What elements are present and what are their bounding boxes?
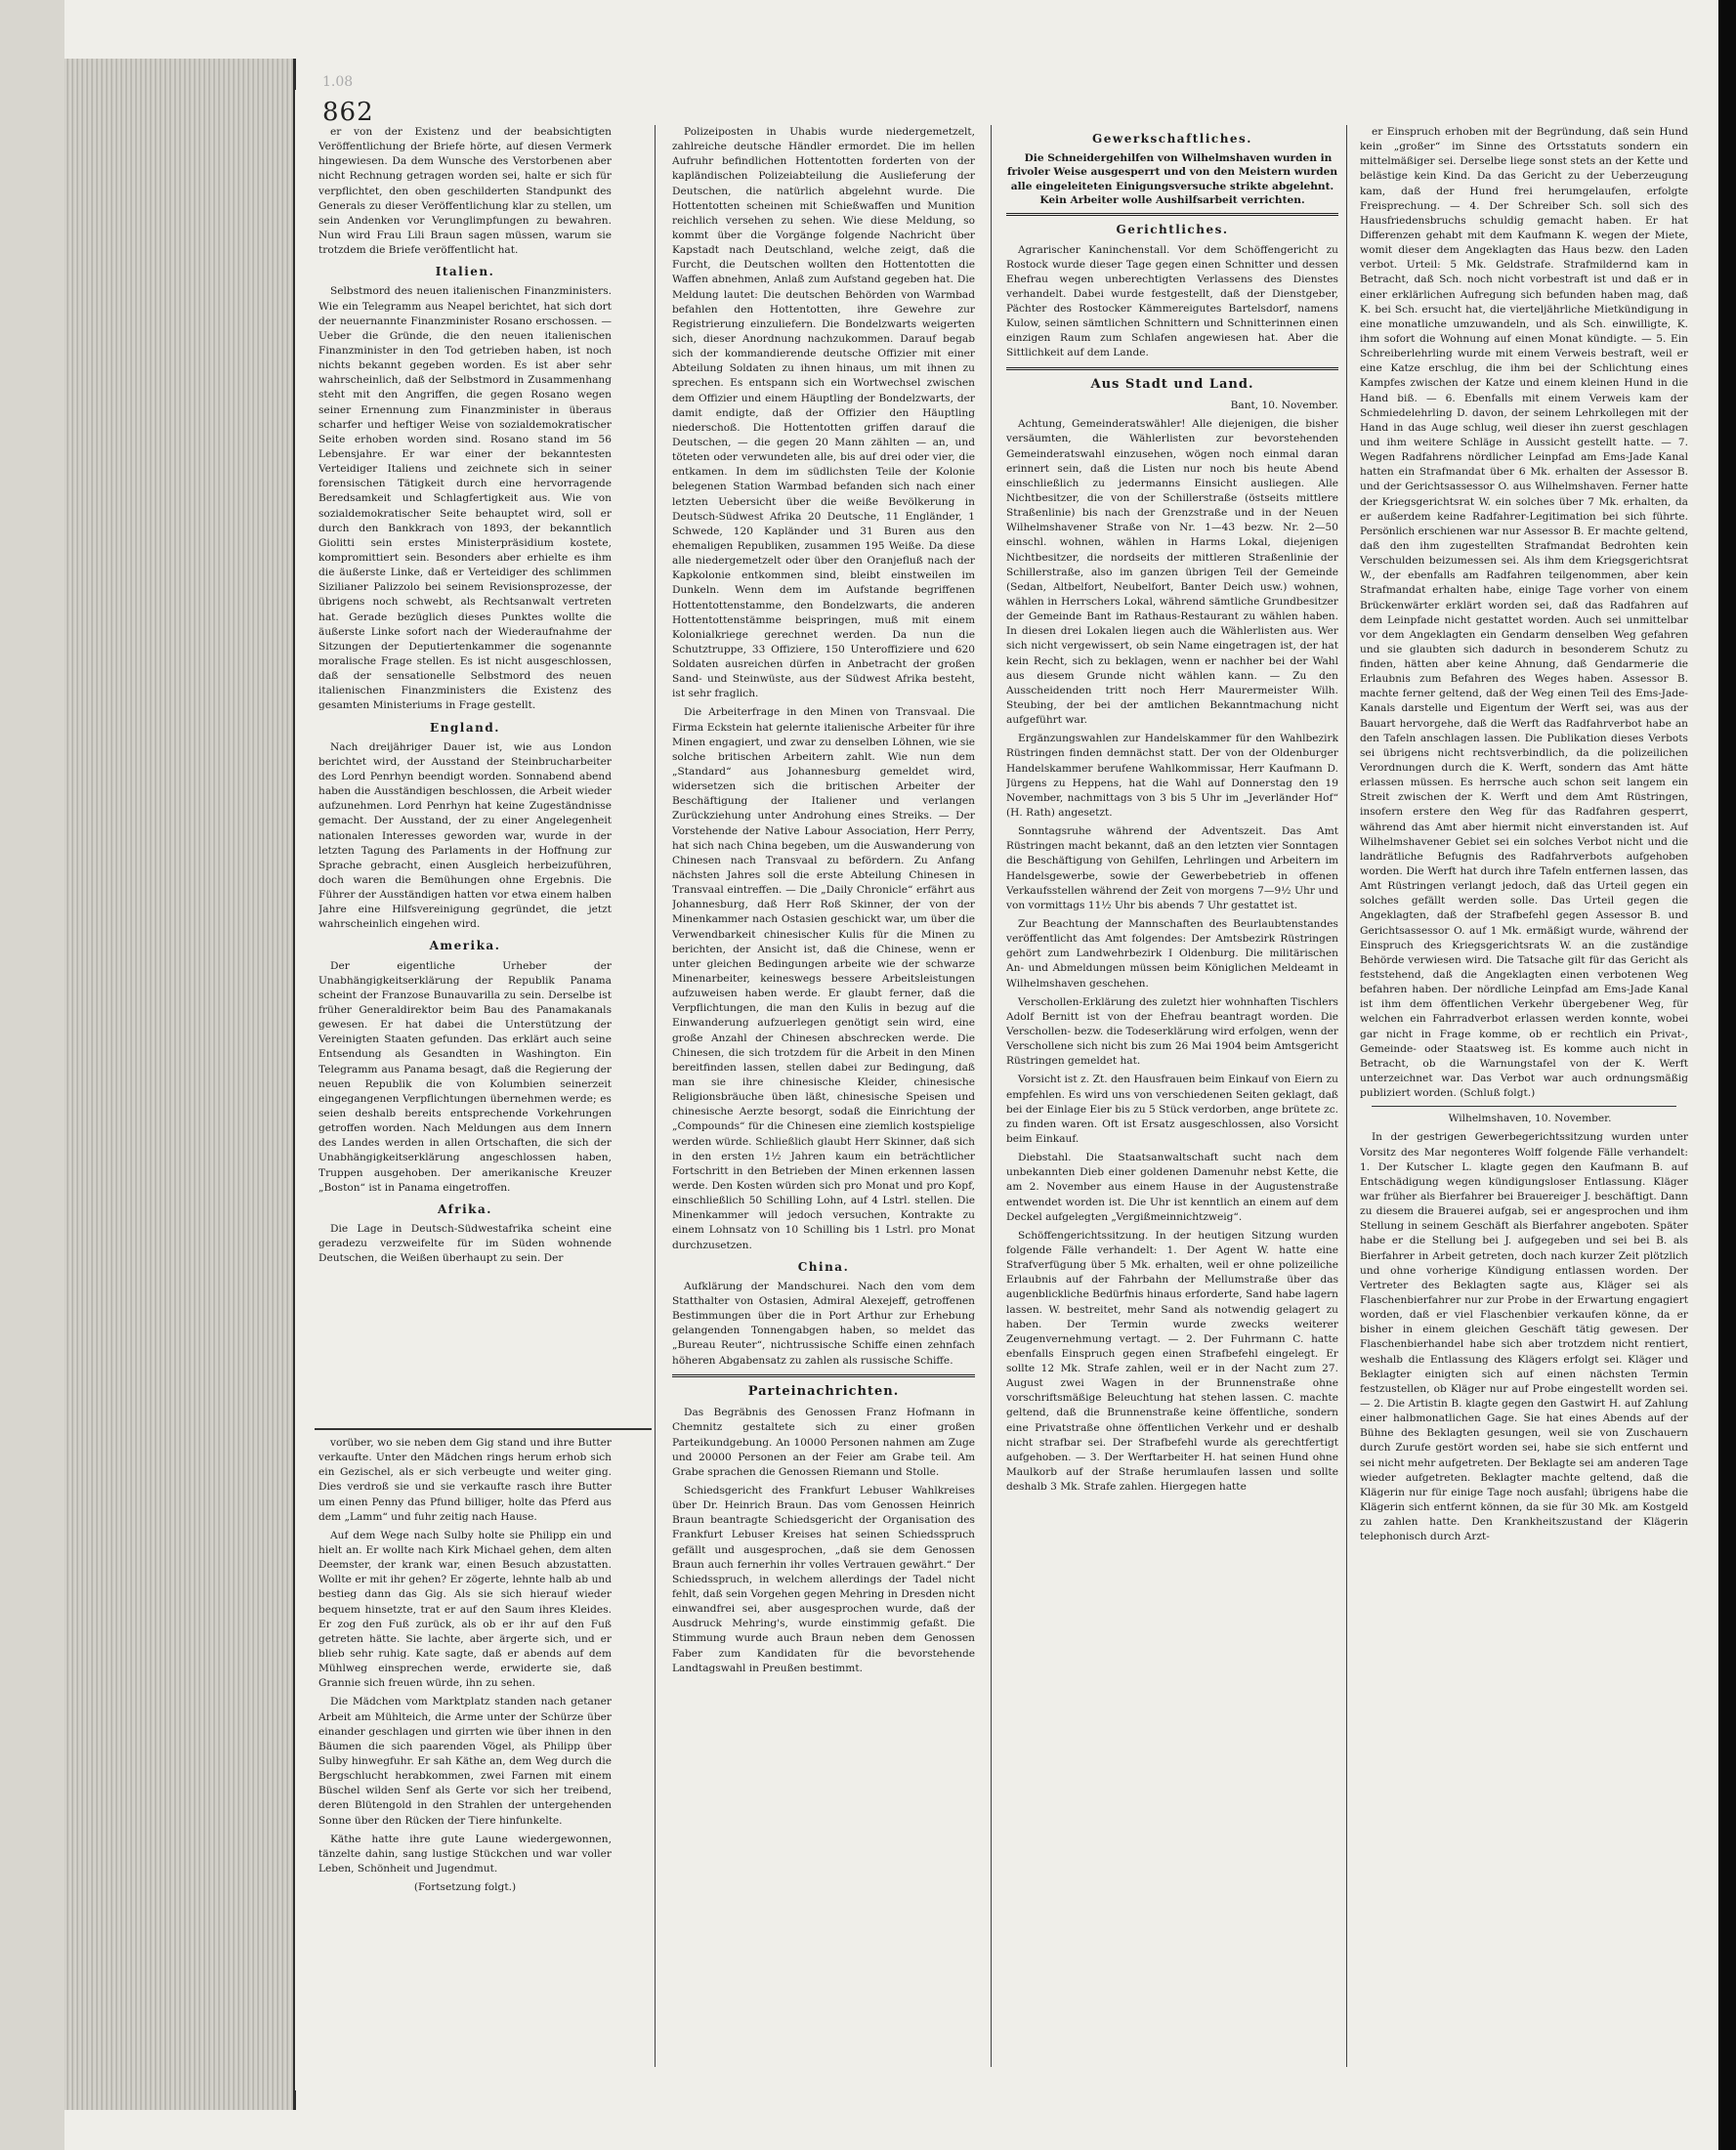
article-text: Schiedsgericht des Frankfurt Lebuser Wahlkreises über Dr. Heinrich Braun. Das vom Genossen Heinrich Braun beantragte Schiedsgericht der Organisation des Frankfurt Lebuser Kreises hat seinen Schiedsspruch gefällt und ausgesprochen, „daß sie dem Genossen Braun auch fernerhin ihr volles Vertrauen gewährt.“ Der Schiedsspruch, in welchem allerdings der Tadel nicht fehlt, daß sein Vorgehen gegen Mehring in Dresden nicht einwandfrei sei, aber ausgesprochen wurde, daß der Ausdruck Mehring's, wurde einstimmig gefaßt. Die Stimmung wurde auch Braun neben dem Genossen Faber zum Kandidaten für die bevorstehende Landtagswahl in Preußen bestimmt.: [672, 1484, 975, 1674]
section-rule: [672, 1374, 975, 1377]
feuilleton-column: [318, 1436, 612, 2081]
section-heading-gewerkschaftliches: Gewerkschaftliches.: [1092, 132, 1252, 146]
section-heading-england: England.: [430, 720, 500, 735]
section-rule: [1006, 213, 1338, 216]
notice-text: Die Schneidergehilfen von Wilhelmshaven wurden in frivoler Weise ausgesperrt und von den Meistern wurden alle eingeleiteten Einigungsversuche strikte abgelehnt. Kein Arbeiter wolle Aushilfsarbeit verrichten.: [1006, 152, 1338, 207]
faint-page-mark: 1.08: [322, 74, 354, 90]
story-text: vorüber, wo sie neben dem Gig stand und ihre Butter verkaufte. Unter den Mädchen rings herum erhob sich ein Gezischel, als er sich verbeugte und weiter ging. Dies verdroß sie und sie verkaufte rasch ihre Butter um einen Penny das Pfund billiger, holte das Pferd aus dem „Lamm“ und fuhr zeitig nach Hause.: [318, 1437, 612, 1523]
column-3: [1006, 125, 1338, 2098]
column-rule: [991, 125, 992, 2067]
section-heading-amerika: Amerika.: [429, 939, 501, 953]
article-text: Die Arbeiterfrage in den Minen von Transvaal. Die Firma Eckstein hat gelernte italienische Arbeiter für ihre Minen engagiert, und zwar zu denselben Löhnen, wie sie solche britischen Arbeitern zahlt. Wie nun dem „Standard“ aus Johannesburg gemeldet wird, widersetzen sich die britischen Arbeiter der Beschäftigung der Italiener und verlangen Zurückziehung unter Androhung eines Streiks. — Der Vorstehende der Native Labour Association, Herr Perry, hat sich nach China begeben, um die Auswanderung von Chinesen nach Transvaal zu befördern. Zu Anfang nächsten Jahres soll die erste Abteilung Chinesen in Transvaal eintreffen. — Die „Daily Chronicle“ erfährt aus Johannesburg, daß Herr Roß Skinner, der von der Minenkammer nach Ostasien geschickt war, um über die Verwendbarkeit chinesischer Kulis für die Minen zu berichten, der Ansicht ist, daß die Chinese, wenn er unter gleichen Bedingungen arbeite wie der schwarze Minenarbeiter, keineswegs bessere Arbeitsleistungen aufzuweisen haben werde. Er glaubt ferner, daß die Verpflichtungen, die man den Kulis in bezug auf die Einwanderung aufzuerlegen genötigt sein wird, eine große Anzahl der Chinesen abschrecken werde. Die Chinesen, die sich trotzdem für die Arbeit in den Minen bereitfinden lassen, stellen dabei zur Bedingung, daß man sie ihre chinesische Kleider, chinesische Religionsbräuche üben läßt, chinesische Speisen und chinesische Aerzte besorgt, sodaß die Einrichtung der „Compounds“ für die Chinesen eine ziemlich kostspielige werden würde. Schließlich glaubt Herr Skinner, daß sich in den ersten 1½ Jahren kaum ein beträchtlicher Fortschritt in den Betrieben der Minen erkennen lassen werde. Den Kosten würden sich pro Monat und pro Kopf, einschließlich 50 Schilling Lohn, auf 4 Lstrl. stellen. Die Minenkammer will jedoch versuchen, Kontrakte zu einem Lohnsatz von 10 Schilling bis 1 Lstrl. pro Monat durchzusetzen.: [672, 706, 975, 1251]
article-text: Ergänzungswahlen zur Handelskammer für den Wahlbezirk Rüstringen finden demnächst statt. Der von der Oldenburger Handelskammer berufene Wahlkommissar, Herr Kaufmann D. Jürgens zu Heppens, hat die Wahl auf Donnerstag den 19 November, nachmittags von 3 bis 5 Uhr im „Jeverländer Hof“ (H. Rath) angesetzt.: [1006, 733, 1338, 819]
article-text: In der gestrigen Gewerbegerichtssitzung wurden unter Vorsitz des Mar negonteres Wolff folgende Fälle verhandelt: 1. Der Kutscher L. klagte gegen den Kaufmann B. auf Entschädigung wegen kündigungsloser Entlassung. Kläger war früher als Bierfahrer bei Brauereiger J. beschäftigt. Dann zu diesem die Brauerei aufgab, sei er angesprochen und ihm Stellung in seinem Geschäft als Bierfahrer angeboten. Später habe er die Stellung bei J. aufgegeben und sei bei B. als Bierfahrer in Arbeit getreten, doch nach kurzer Zeit plötzlich und ohne vorherige Kündigung entlassen worden. Der Vertreter des Beklagten sagte aus, Kläger sei als Flaschenbierfahrer nur zur Probe in der Erwartung engagiert worden, daß er viel Flaschenbier verkaufen könne, da er bisher in einem gleichen Geschäft tätig gewesen. Der Flaschenbierhandel habe sich aber trotzdem nicht rentiert, weshalb die Entlassung des Klägers erfolgt sei. Kläger und Beklagter einigten sich auf einen nächsten Termin festzustellen, ob Kläger nur auf Probe eingestellt worden sei. — 2. Die Artistin B. klagte gegen den Gastwirt H. auf Zahlung einer halbmonatlichen Gage. Sie hat eines Abends auf der Bühne des Beklagten gesungen, weil sie von Zuschauern durch Zurufe gestört worden sei, habe sie sich entfernt und sei nicht mehr aufgetreten. Der Beklagte sei am anderen Tage wieder aufgetreten. Beklagter machte geltend, daß die Klägerin nur für einige Tage noch ausfahl; übrigens habe die Klägerin sich entfernt können, da sie für 30 Mk. am Kostgeld zu zahlen hatte. Den Krankheitszustand der Klägerin telephonisch durch Arzt-: [1360, 1131, 1688, 1543]
column-4: [1360, 125, 1688, 2098]
continuation-note: (Fortsetzung folgt.): [413, 1881, 517, 1894]
article-text: er Einspruch erhoben mit der Begründung, daß sein Hund kein „großer“ im Sinne des Ortsstatuts sondern ein mittelmäßiger sei. Derselbe liege sonst stets an der Kette und belästige kein Kind. Da das Gericht zu der Ueberzeugung kam, daß der Hund frei herumgelaufen, erfolgte Freisprechung. — 4. Der Schreiber Sch. soll sich des Hausfriedensbruchs schuldig gemacht haben. Er hat Differenzen gehabt mit dem Kaufmann K. wegen der Miete, womit dieser dem Angeklagten das Haus bezw. den Laden verbot. Urteil: 5 Mk. Geldstrafe. Strafmildernd kam in Betracht, daß Sch. noch nicht vorbestraft ist und daß er in einer erklärlichen Aufregung sich befunden haben mag, daß K. bei Sch. ersucht hat, die vierteljährliche Mietkündigung in eine monatliche umzuwandeln, und als Sch. einwilligte, K. ihm sofort die Wohnung auf einen Monat kündigte. — 5. Ein Schreiberlehrling wurde mit einem Verweis bestraft, weil er eine Katze erschlug, die ihm bei der Schlichtung eines Kampfes zwischen der Katze und einem kleinen Hund in die Hand biß. — 6. Ebenfalls mit einem Verweis kam der Schmiedelehrling D. davon, der seinem Lehrkollegen mit der Hand in das Auge schlug, weil dieser ihn zuerst geschlagen und ihm weitere Schläge in Aussicht gestellt hatte. — 7. Wegen Radfahrens nördlicher Leinpfad am Ems-Jade Kanal hatten ein Strafmandat über 6 Mk. erhalten der Assessor B. und der Gerichtsassessor O. aus Wilhelmshaven. Ferner hatte der Kriegsgerichtsrat W. ein solches über 7 Mk. erhalten, da er außerdem keine Radfahrer-Legitimation bei sich führte. Persönlich erschienen war nur Assessor B. Er machte geltend, daß den ihm zugestellten Strafmandat Bedrohten kein Verschulden beizumessen sei. Als ihm dem Kriegsgerichtsrat W., der ebenfalls am Radfahren teilgenommen, aber kein Strafmandat erhalten habe, einige Tage vorher von einem Brückenwärter erklärt worden sei, daß das Radfahren auf dem Leinpfade nicht gestattet worden. Auch sei unmittelbar vor dem Angeklagten ein Gendarm denselben Weg gefahren und sie glaubten sich dadurch in besonderem Schutz zu finden, hätten aber keine Ahnung, daß Gendarmerie die Erlaubnis zum Befahren des Weges haben. Assessor B. machte ferner geltend, daß der Weg einen Teil des Ems-Jade-Kanals darstelle und Eigentum der Werft sei, was aus der Bauart hervorgehe, daß die Werft das Radfahrverbot habe an den Tafeln anschlagen lassen. Die Publikation dieses Verbots sei übrigens nicht rechtsverbindlich, da die polizeilichen Verordnungen durch die K. Werft, sondern das Amt hätte erlassen müssen. Es herrsche auch schon seit langem ein Streit zwischen der K. Werft und dem Amt Rüstringen, insofern erstere den Weg für das Radfahren gesperrt, während das Amt aber hiermit nicht einverstanden ist. Auf Wilhelmshavener Gebiet sei ein solches Verbot nicht und die landrätliche Befugnis des Radfahrverbots aufgehoben worden. Die Werft hat durch ihre Tafeln entfernen lassen, das Amt Rüstringen verlangt jedoch, daß das Urteil gegen ein solches gefällt werden solle. Das Urteil gegen die Angeklagten, daß der Strafbefehl gegen Assessor B. und Gerichtsassessor O. auf 1 Mk. ermäßigt wurde, während der Einspruch des Kriegsgerichtsrats W. an die zuständige Behörde verwiesen wird. Die Tatsache gilt für das Gericht als feststehend, daß die Angeklagten einen verbotenen Weg befahren haben. Der nördliche Leinpfad am Ems-Jade Kanal ist ihm dem öffentlichen Verkehr übergebener Weg, für welchen ein Fahrradverbot erlassen werden konnte, wobei gar nicht in Frage komme, ob er rechtlich ein Privat-, Gemeinde- oder Staatsweg ist. Es komme auch nicht in Betracht, ob die Warnungstafel von der K. Werft unterzeichnet war. Das Verbot war auch ordnungsmäßig publiziert worden. (Schluß folgt.): [1360, 126, 1688, 1100]
article-text: Verschollen-Erklärung des zuletzt hier wohnhaften Tischlers Adolf Bernitt ist von der Ehefrau beantragt worden. Die Verschollen- bezw. die Todeserklärung wird erfolgen, wenn der Verschollene sich nicht bis zum 26 Mai 1904 beim Amtsgericht Rüstringen gemeldet hat.: [1006, 995, 1338, 1068]
article-text: Agrarischer Kaninchenstall. Vor dem Schöffengericht zu Rostock wurde dieser Tage gegen einen Schnitter und dessen Ehefrau wegen unberechtigten Verlassens des Dienstes verhandelt. Dabei wurde festgestellt, daß der Dienstgeber, Pächter des Rostocker Kämmereigutes Bartelsdorf, namens Kulow, seinen sämtlichen Schnittern und Schnitterinnen einen einzigen Raum zum Schlafen angewiesen hat. Aber die Sittlichkeit auf dem Lande.: [1006, 243, 1338, 359]
section-rule: [1372, 1106, 1676, 1107]
stacked-page-edges: [64, 59, 293, 2110]
section-heading-afrika: Afrika.: [438, 1201, 492, 1216]
article-text: Schöffengerichtssitzung. In der heutigen Sitzung wurden folgende Fälle verhandelt: 1. Der Agent W. hatte eine Strafverfügung über 5 Mk. erhalten, weil er ohne polizeiliche Erlaubnis auf der Fahrbahn der Mellumstraße über das augenblickliche Bedürfnis hinaus erforderte, Sand habe lagern lassen. W. bestreitet, mehr Sand als notwendig gelagert zu haben. Der Termin wurde zwecks weiterer Zeugenvernehmung vertagt. — 2. Der Fuhrmann C. hatte ebenfalls Einspruch gegen einen Strafbefehl eingelegt. Er sollte 12 Mk. Strafe zahlen, weil er in der Nacht zum 27. August zwei Wagen in der Brunnenstraße ohne vorschriftsmäßige Beleuchtung hat stehen lassen. C. machte geltend, daß die Brunnenstraße keine öffentliche, sondern eine Privatstraße ohne öffentlichen Verkehr und er deshalb nicht strafbar sei. Der Strafbefehl wurde als gerechtfertigt aufgehoben. — 3. Der Werftarbeiter H. hat seinen Hund ohne Maulkorb auf der Straße herumlaufen lassen und sollte deshalb 3 Mk. Strafe zahlen. Hiergegen hatte: [1006, 1229, 1338, 1494]
dateline: Bant, 10. November.: [1230, 400, 1338, 412]
story-text: Auf dem Wege nach Sulby holte sie Philipp ein und hielt an. Er wollte nach Kirk Michael gehen, dem alten Deemster, der krank war, einen Besuch abzustatten. Wollte er mit ihr gehen? Er zögerte, lehnte halb ab und bestieg dann das Gig. Als sie sich hierauf wieder bequem hinsetzte, trat er auf den Saum ihres Kleides. Er zog den Fuß zurück, als ob er ihr auf den Fuß getreten hätte. Sie lachte, aber ärgerte sich, und er blieb sehr ruhig. Kate sagte, daß er abends auf dem Mühlweg einsprechen werde, erwiderte sie, daß Grannie sich freuen würde, ihn zu sehen.: [318, 1529, 612, 1690]
column-rule: [1346, 125, 1347, 2067]
article-text: Zur Beachtung der Mannschaften des Beurlaubtenstandes veröffentlicht das Amt folgendes: Der Amtsbezirk Rüstringen gehört zum Landwehrbezirk I Oldenburg. Die militärischen An- und Abmeldungen müssen beim Königlichen Meldeamt in Wilhelmshaven geschehen.: [1006, 917, 1338, 990]
article-text: Der eigentliche Urheber der Unabhängigkeitserklärung der Republik Panama scheint der Franzose Bunauvarilla zu sein. Derselbe ist früher Generaldirektor beim Bau des Panamakanals gewesen. Er hat dabei die Unterstützung der Vereinigten Staaten gefunden. Das erklärt auch seine Entsendung als Gesandten in Washington. Ein Telegramm aus Panama besagt, daß die Regierung der neuen Republik die von Kolumbien seinerzeit eingegangenen Verpflichtungen übernehmen werde; es seien deshalb bereits entsprechende Vorkehrungen getroffen worden. Nach Meldungen aus dem Innern des Landes werden in allen Ortschaften, die sich der Unabhängigkeitserklärung angeschlossen haben, Truppen ausgehoben. Der amerikanische Kreuzer „Boston“ ist in Panama eingetroffen.: [318, 959, 612, 1194]
section-heading-italien: Italien.: [435, 265, 495, 279]
scan-border: [1718, 0, 1736, 2150]
story-text: Die Mädchen vom Marktplatz standen nach getaner Arbeit am Mühlteich, die Arme unter der Schürze über einander geschlagen und girrten wie über ihnen in den Bäumen die sich paarenden Vögel, als Philipp über Sulby hinwegfuhr. Er sah Käthe an, dem Weg durch die Bergschlucht herabkommen, zwei Farnen mit einem Büschel wilden Senf als Gerte vor sich her treibend, deren Blütengold in den Strahlen der untergehenden Sonne über den Rücken der Tiere hinfunkelte.: [318, 1696, 612, 1827]
column-rule: [655, 125, 656, 2067]
article-text: Selbstmord des neuen italienischen Finanzministers. Wie ein Telegramm aus Neapel berichtet, hat sich dort der neuernannte Finanzminister Rosano erschossen. — Ueber die Gründe, die den neuen italienischen Finanzminister in den Tod getrieben haben, ist noch nichts bekannt gegeben worden. Es ist aber sehr wahrscheinlich, daß der Selbstmord in Zusammenhang steht mit den Angriffen, die gegen Rosano wegen seiner Ernennung zum Finanzminister in überaus scharfer und heftiger Weise von sozialdemokratischer Seite erhoben worden sind. Rosano stand im 56 Lebensjahre. Er war einer der bekanntesten Verteidiger Italiens und zeichnete sich in seiner forensischen Tätigkeit durch eine hervorragende Beredsamkeit und Schlagfertigkeit aus. Wie von sozialdemokratischer Seite behauptet wird, soll er durch den Bankkrach von 1893, der bekanntlich Giolitti sein erstes Ministerpräsidium kostete, kompromittiert sein. Besonders aber erhielte es ihm die äußerste Linke, daß er Verteidiger des schlimmen Sizilianer Palizzolo bei seinem Revisionsprozesse, der übrigens noch schwebt, als Rechtsanwalt vertreten hat. Gerade bezüglich dieses Punktes wollte die äußerste Linke sofort nach der Wiederaufnahme der Sitzungen der Deputiertenkammer die sogenannte moralische Frage stellen. Es ist nicht ausgeschlossen, daß der sensationelle Selbstmord des neuen italienischen Finanzministers die Existenz des gesamten Ministeriums in Frage gestellt.: [318, 285, 612, 712]
article-text: Das Begräbnis des Genossen Franz Hofmann in Chemnitz gestaltete sich zu einer großen Parteikundgebung. An 10000 Personen nahmen am Zuge und 20000 Personen an der Feier am Grabe teil. Am Grabe sprachen die Genossen Riemann und Stolle.: [672, 1407, 975, 1478]
section-rule: [1006, 367, 1338, 370]
dateline: Wilhelmshaven, 10. November.: [1448, 1113, 1612, 1125]
section-heading-china: China.: [797, 1259, 850, 1274]
story-text: Käthe hatte ihre gute Laune wiedergewonnen, tänzelte dahin, sang lustige Stückchen und war voller Leben, Schönheit und Jugendmut.: [318, 1833, 612, 1875]
article-text: Achtung, Gemeinderatswähler! Alle diejenigen, die bisher versäumten, die Wählerlisten zur bevorstehenden Gemeinderatswahl einzusehen, wögen noch einmal daran erinnert sein, daß die Listen nur noch bis heute Abend einschließlich zu jedermanns Einsicht ausliegen. Alle Nichtbesitzer, die von der Schillerstraße (östseits mittlere Straßenlinie) bis nach der Grenzstraße und in der Neuen Wilhelmshavener Straße von Nr. 1—43 bezw. Nr. 2—50 einschl. wohnen, wählen in Harms Lokal, diejenigen Nichtbesitzer, die nordseits der mittleren Straßenlinie der Schillerstraße, also im ganzen übrigen Teil der Gemeinde (Sedan, Altbelfort, Neubelfort, Banter Deich usw.) wohnen, wählen in Herrschers Lokal, während sämtliche Grundbesitzer der Gemeinde Bant im Rathaus-Restaurant zu wählen haben. In diesen drei Lokalen liegen auch die Wählerlisten aus. Wer sich nicht vergewissert, ob sein Name eingetragen ist, der hat kein Recht, sich zu beklagen, wenn er nachher bei der Wahl aus diesem Grunde nicht wählen kann. — Zu den Ausscheidenden tritt noch Herr Maurermeister Wilh. Steubing, der bei der amtlichen Bekanntmachung nicht aufgeführt war.: [1006, 418, 1338, 727]
article-text: Die Lage in Deutsch-Südwestafrika scheint eine geradezu verzweifelte für im Süden wohnende Deutschen, die Weißen überhaupt zu sein. Der: [318, 1223, 612, 1265]
article-text: Polizeiposten in Uhabis wurde niedergemetzelt, zahlreiche deutsche Händler ermordet. Die im hellen Aufruhr befindlichen Hottentotten forderten von der kapländischen Polizeiabteilung die Auslieferung der Deutschen, die natürlich abgelehnt wurde. Die Hottentotten scheinen mit Schießwaffen und Munition reichlich versehen zu sehen. Wie diese Meldung, so kommt über die Vorgänge folgende Nachricht über Kapstadt nach Deutschland, welche zeigt, daß die Furcht, die Deutschen wollten den Hottentotten die Waffen abnehmen, Anlaß zum Aufstand gegeben hat. Die Meldung lautet: Die deutschen Behörden von Warmbad befahlen den Hottentotten, ihre Gewehre zur Registrierung einzuliefern. Die Bondelzwarts weigerten sich, dieser Anordnung nachzukommen. Darauf begab sich der kommandierende deutsche Offizier mit einer Abteilung Soldaten zu ihnen hinaus, um mit ihnen zu sprechen. Es entspann sich ein Wortwechsel zwischen dem Offizier und einem Häuptling der Bondelzwarts, der damit endigte, daß der Offizier den Häuptling niederschoß. Die Hottentotten griffen darauf die Deutschen, — die gegen 20 Mann zählten — an, und töteten oder verwundeten alle, bis auf drei oder vier, die entkamen. In dem im südlichsten Teile der Kolonie belegenen Station Warmbad befanden sich nach einer letzten Uebersicht über die weiße Bevölkerung in Deutsch-Südwest Afrika 20 Deutsche, 11 Engländer, 1 Schwede, 120 Kapländer und 31 Buren aus den ehemaligen Republiken, zusammen 195 Weiße. Da diese alle niedergemetzelt oder über den Oranjefluß nach der Kapkolonie entkommen sind, bleibt einstweilen im Dunkeln. Wenn dem im Aufstande begriffenen Hottentottenstamme, den Bondelzwarts, die anderen Hottentottenstämme beispringen, muß mit einem Kolonialkriege gerechnet werden. Da nun die Schutztruppe, 33 Offiziere, 150 Unteroffiziere und 620 Soldaten ausreichen dürfen in Anbetracht der großen Sand- und Steinwüste, aus der Südwest Afrika besteht, ist sehr fraglich.: [672, 126, 975, 700]
article-text: Nach dreijähriger Dauer ist, wie aus London berichtet wird, der Ausstand der Steinbrucharbeiter des Lord Penrhyn beendigt worden. Sonnabend abend haben die Ausständigen beschlossen, die Arbeit wieder aufzunehmen. Lord Penrhyn hat keine Zugeständnisse gemacht. Der Ausstand, der zu einer Angelegenheit nationalen Interesses geworden war, wurde in der letzten Tagung des Parlaments in der Hoffnung zur Sprache gebracht, einen Ausgleich herbeizuführen, doch waren die Bemühungen ohne Ergebnis. Die Führer der Ausständigen hatten vor etwa einem halben Jahre eine Hilfsvereinigung gegründet, die jetzt wahrscheinlich eingehen wird.: [318, 740, 612, 931]
article-text: Sonntagsruhe während der Adventszeit. Das Amt Rüstringen macht bekannt, daß an den letzten vier Sonntagen die Beschäftigung von Gehilfen, Lehrlingen und Arbeitern im Handelsgewerbe, sowie der Gewerbebetrieb in offenen Verkaufsstellen während der Zeit von morgens 7—9½ Uhr und von vormittags 11½ Uhr bis abends 7 Uhr gestattet ist.: [1006, 825, 1338, 911]
section-heading-gerichtliches: Gerichtliches.: [1116, 223, 1229, 237]
section-heading-parteinachrichten: Parteinachrichten.: [747, 1383, 900, 1399]
article-text: Vorsicht ist z. Zt. den Hausfrauen beim Einkauf von Eiern zu empfehlen. Es wird uns von verschiedenen Seiten geklagt, daß bei der Einlage Eier bis zu 5 Stück verdorben, ange brütete zc. zu finden waren. Oft ist Ersatz ausgeschlossen, also Vorsicht beim Einkauf.: [1006, 1074, 1338, 1145]
article-text: Aufklärung der Mandschurei. Nach den vom dem Statthalter von Ostasien, Admiral Alexejeff, getroffenen Bestimmungen über die in Port Arthur zur Erhebung gelangenden Tonnengabgen haben, so meldet das „Bureau Reuter“, nichtrussische Schiffe einen zehnfach höheren Abgabensatz zu zahlen als russische Schiffe.: [672, 1280, 975, 1367]
article-text: er von der Existenz und der beabsichtigten Veröffentlichung der Briefe hörte, auf diesen Vermerk hingewiesen. Da dem Wunsche des Verstorbenen aber nicht Rechnung getragen worden sei, halte er sich für verpflichtet, den oben geschilderten Standpunkt des Generals zu dieser Veröffentlichung klar zu stellen, um sein Andenken vor Verunglimpfungen zu bewahren. Nun wird Frau Lili Braun sagen müssen, warum sie trotzdem die Briefe veröffentlicht hat.: [318, 126, 612, 257]
book-binding: [0, 0, 64, 2150]
column-2: [672, 125, 975, 2098]
section-heading-aus-stadt-und-land: Aus Stadt und Land.: [1090, 376, 1254, 392]
page-number: 862: [322, 98, 374, 127]
article-text: Diebstahl. Die Staatsanwaltschaft sucht nach dem unbekannten Dieb einer goldenen Damenuhr nebst Kette, die am 2. November aus einem Hause in der Augustenstraße entwendet worden ist. Die Uhr ist kenntlich an einem auf dem Deckel aufgelegten „Vergißmeinnichtzweig“.: [1006, 1152, 1338, 1223]
